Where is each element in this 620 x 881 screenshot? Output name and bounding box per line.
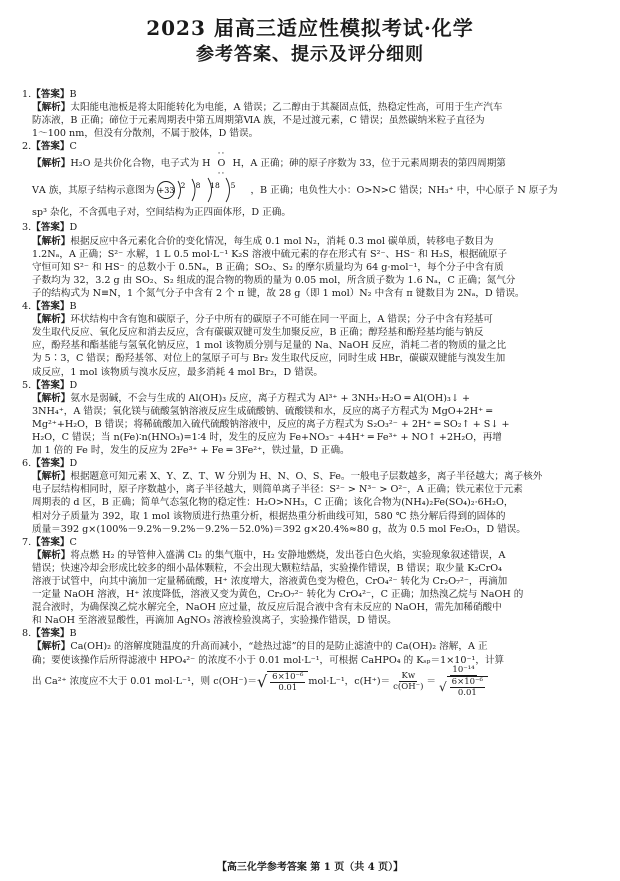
answer-tag: 【答案】: [31, 301, 70, 313]
analysis-text: H，A 正确；砷的原子序数为 33，位于元素周期表的第四周期第: [232, 158, 506, 170]
atom-structure-diagram: [156, 176, 248, 204]
shell-electrons: 5: [231, 181, 236, 191]
oxygen-atom: O: [217, 158, 226, 170]
answer-tag: 【答案】: [31, 628, 70, 640]
analysis-tag: 【解析】: [32, 549, 71, 561]
fraction-numerator: Kw: [401, 671, 416, 682]
shell-arc: [226, 178, 230, 202]
analysis-text: ⅤA 族，其原子结构示意图为: [32, 184, 155, 196]
answer-value: D: [69, 379, 78, 391]
fraction-denominator: c(OH⁻): [393, 682, 424, 693]
fraction-numerator: 6×10⁻⁶: [451, 677, 483, 688]
fraction-denominator: 0.01: [457, 688, 477, 699]
square-root: [439, 676, 488, 698]
analysis-tag: 【解析】: [32, 471, 71, 483]
question-2: [22, 140, 602, 221]
formula-text: ＝: [426, 676, 437, 688]
analysis-line: 混合液时，为确保溴乙烷水解完全，NaOH 应过量，故反应后混合液中含有未反应的 NaOH，需先加稀硝酸中: [32, 602, 502, 614]
shell-arc: [192, 179, 195, 201]
answer-tag: 【答案】: [31, 89, 70, 100]
answer-value: D: [69, 458, 78, 470]
question-number: 6.: [22, 458, 32, 470]
radical-sign: √: [256, 671, 268, 691]
analysis-line: 太阳能电池板是将太阳能转化为电能，A 错误；乙二醇由于其凝固点低，热稳定性高，可用于生产汽车: [70, 102, 503, 114]
analysis-line: 一定量 NaOH 溶液，H⁺ 浓度降低，溶液又变为黄色，Cr₂O₇²⁻ 转化为 CrO₄²⁻，C 正确；加热溴乙烷与 NaOH 的: [32, 589, 524, 601]
question-7: [22, 536, 602, 628]
question-number: 4.: [22, 301, 32, 313]
analysis-line: 为 5∶3，C 错误；酚羟基邻、对位上的氢原子可与 Br₂ 发生取代反应，同时生成 HBr，碳碳双键能与溴发生加: [32, 353, 506, 365]
answer-value: C: [69, 141, 77, 153]
answer-value: C: [69, 536, 77, 548]
analysis-line: 和 NaOH 至溶液显酸性，再滴加 AgNO₃ 溶液检验溴离子，实验操作错误，D 错误。: [32, 615, 397, 627]
page-subtitle: 参考答案、提示及评分细则: [196, 44, 424, 65]
square-root: [257, 671, 308, 693]
analysis-line: 质量＝392 g×(100%－9.2%－9.2%－9.2%－52.0%)＝392 g×20.4%≈80 g，故为 0.5 mol Fe₂O₃，D 错误。: [32, 523, 526, 535]
analysis-tag: 【解析】: [32, 392, 71, 404]
analysis-line: 防冻液，B 正确；碲位于元素周期表中第五周期第ⅥA 族，不是过渡元素，C 错误；虽然碳纳米粒子直径为: [32, 115, 485, 127]
analysis-line: 根据反应中各元素化合价的变化情况，每生成 0.1 mol N₂，消耗 0.3 mol 碳单质，转移电子数目为: [70, 235, 494, 247]
question-6: [22, 457, 602, 536]
analysis-line: 溶液于试管中，向其中滴加一定量稀硫酸，H⁺ 浓度增大，溶液黄色变为橙色，CrO₄²⁻ 转化为 Cr₂O₇²⁻，再滴加: [32, 576, 508, 587]
analysis-line: Mg²⁺+H₂O，B 错误；将稀硫酸加入硫代硫酸钠溶液中，反应的离子方程式为 S₂O₃²⁻ + 2H⁺ ═ SO₂↑ + S↓ +: [32, 418, 510, 430]
analysis-line: 子的结构式为 N≡N，1 个氮气分子中含有 2 个 π 键，故 28 g（即 1 mol）N₂ 中含有 π 键数目为 2Nₐ，D 错误。: [32, 287, 525, 299]
analysis-line: 应，酚羟基和酯基能与氢氧化钠反应，1 mol 该物质分别与足量的 Na、NaOH 反应，消耗二者的物质的量之比: [32, 340, 507, 352]
fraction-numerator: 6×10⁻⁶: [272, 671, 304, 682]
fraction: [393, 671, 423, 692]
analysis-line: 氨水是弱碱，不会与生成的 Al(OH)₃ 反应，离子方程式为 Al³⁺ + 3NH₃·H₂O ═ Al(OH)₃↓ +: [70, 392, 470, 404]
analysis-line: 环状结构中含有饱和碳原子，分子中所有的碳原子不可能在同一平面上，A 错误；分子中含有羟基可: [70, 314, 493, 326]
page-title: 2023 届高三适应性模拟考试·化学: [146, 16, 474, 40]
formula-text: mol·L⁻¹，c(H⁺)＝: [308, 676, 391, 688]
nucleus-charge: +33: [157, 186, 175, 196]
question-number: 5.: [22, 379, 32, 391]
analysis-line: 确；要使该操作后所得滤液中 HPO₄²⁻ 的浓度不小于 0.01 mol·L⁻¹，可根据 CaHPO₄ 的 Kₛₚ＝1×10⁻¹，计算: [32, 654, 505, 666]
question-1: [22, 88, 602, 140]
question-number: 2.: [22, 141, 32, 153]
analysis-tag: 【解析】: [32, 641, 71, 653]
shell-electrons: 8: [196, 181, 201, 191]
answer-tag: 【答案】: [31, 379, 70, 391]
shell-electrons: 18: [210, 181, 221, 191]
fraction-numerator: 10⁻¹⁴: [452, 665, 475, 676]
electron-dot-formula: ·· O ··: [217, 149, 226, 180]
fraction: [270, 672, 305, 693]
analysis-tag: 【解析】: [32, 158, 71, 170]
answer-value: B: [69, 301, 77, 313]
fraction: [439, 665, 488, 698]
analysis-line: 发生取代反应、氧化反应和消去反应，含有碳碳双键可发生加聚反应，B 正确；醇羟基和酚羟基均能与钠反: [32, 327, 484, 339]
analysis-line: 错误；快速冷却会形成比较多的细小晶体颗粒，不会出现大颗粒结晶，实验操作错误，B 错误；取少量 K₂CrO₄: [32, 562, 502, 574]
analysis-tag: 【解析】: [32, 314, 71, 326]
page-footer: 【高三化学参考答案 第 1 页（共 4 页）】: [216, 862, 404, 873]
fraction: [450, 677, 485, 698]
fraction-denominator: 0.01: [278, 682, 298, 693]
analysis-tag: 【解析】: [32, 235, 71, 247]
answer-value: D: [69, 222, 78, 234]
formula-text: 出 Ca²⁺ 浓度应不大于 0.01 mol·L⁻¹，则 c(OH⁻)＝: [32, 676, 257, 688]
analysis-line: sp³ 杂化，不含孤电子对，空间结构为正四面体形，D 正确。: [32, 207, 291, 219]
analysis-line: 加 1 倍的 Fe 时，发生的反应为 2Fe³⁺ + Fe ═ 3Fe²⁺，铁过量，D 正确。: [32, 445, 350, 457]
answer-value: B: [69, 89, 77, 100]
analysis-line: 根据题意可知元素 X、Y、Z、T、W 分别为 H、N、O、S、Fe。一般电子层数越多，离子半径越大；离子核外: [70, 471, 543, 483]
answer-tag: 【答案】: [31, 536, 70, 548]
analysis-tag: 【解析】: [32, 102, 71, 114]
analysis-line: 成反应，1 mol 该物质与溴水反应，最多消耗 4 mol Br₂，D 错误。: [32, 366, 324, 378]
question-5: [22, 379, 602, 458]
analysis-text: ，B 正确；电负性大小：O>N>C 错误；NH₃⁺ 中，中心原子 N 原子为: [250, 184, 558, 196]
analysis-line: 守恒可知 S²⁻ 和 HS⁻ 的总数小于 0.5Nₐ，B 正确；SO₂、S₂ 的摩尔质量均为 64 g·mol⁻¹，每个分子中含有质: [32, 261, 504, 273]
analysis-line: 将点燃 H₂ 的导管伸入盛满 Cl₂ 的集气瓶中，H₂ 安静地燃烧，发出苍白色火焰，实验现象叙述错误，A: [70, 549, 506, 561]
question-3: [22, 221, 602, 300]
analysis-line: Ca(OH)₂ 的溶解度随温度的升高而减小，“趁热过滤”的目的是防止滤渣中的 Ca(OH)₂ 溶解，A 正: [70, 641, 488, 653]
question-number: 7.: [22, 536, 32, 548]
answer-tag: 【答案】: [31, 458, 70, 470]
analysis-line: 子数均为 32，3.2 g 由 SO₂、S₂ 组成的混合物的物质的量为 0.05 mol，所含质子数为 1.6 Nₐ，C 正确；氮气分: [32, 274, 516, 286]
answer-tag: 【答案】: [31, 141, 70, 153]
analysis-line: 电子层结构相同时，原子序数越小，离子半径越大，则简单离子半径：S²⁻ > N³⁻ > O²⁻，A 正确；铁元素位于元素: [32, 484, 523, 496]
shell-electrons: 2: [181, 181, 186, 191]
analysis-line: 相对分子质量为 392，取 1 mol 该物质进行热重分析，根据热重分析曲线可知，580 ℃ 热分解后得到的固体的: [32, 510, 506, 522]
question-number: 1.: [22, 89, 32, 100]
analysis-line: 周期表的 d 区，B 正确；简单气态氢化物的稳定性：H₂O>NH₃，C 正确；该化合物为(NH₄)₂Fe(SO₄)₂·6H₂O，: [32, 497, 514, 509]
formula-line: [22, 667, 602, 697]
analysis-text: H₂O 是共价化合物，电子式为 H: [70, 158, 211, 170]
question-number: 8.: [22, 628, 32, 640]
answer-tag: 【答案】: [31, 222, 70, 234]
question-4: [22, 300, 602, 379]
analysis-line: 1.2Nₐ，A 正确；S²⁻ 水解，1 L 0.5 mol·L⁻¹ K₂S 溶液中硫元素的存在形式有 S²⁻、HS⁻ 和 H₂S，根据硫原子: [32, 248, 508, 260]
analysis-line: 1～100 nm，但没有分散剂，不属于胶体，D 错误。: [32, 128, 259, 140]
answer-body: [22, 88, 602, 697]
analysis-line: 3NH₄⁺，A 错误；氧化镁与硫酸氢钠溶液反应生成硫酸钠、硫酸镁和水，反应的离子方程式为 MgO+2H⁺ ═: [32, 405, 492, 417]
question-8: [22, 627, 602, 699]
analysis-line: H₂O，C 错误；当 n(Fe)∶n(HNO₃)=1∶4 时，发生的反应为 Fe+NO₃⁻ +4H⁺ ═ Fe³⁺ + NO↑ +2H₂O，再增: [32, 431, 502, 443]
radical-sign: √: [439, 680, 447, 695]
answer-value: B: [69, 628, 77, 640]
question-number: 3.: [22, 222, 32, 234]
